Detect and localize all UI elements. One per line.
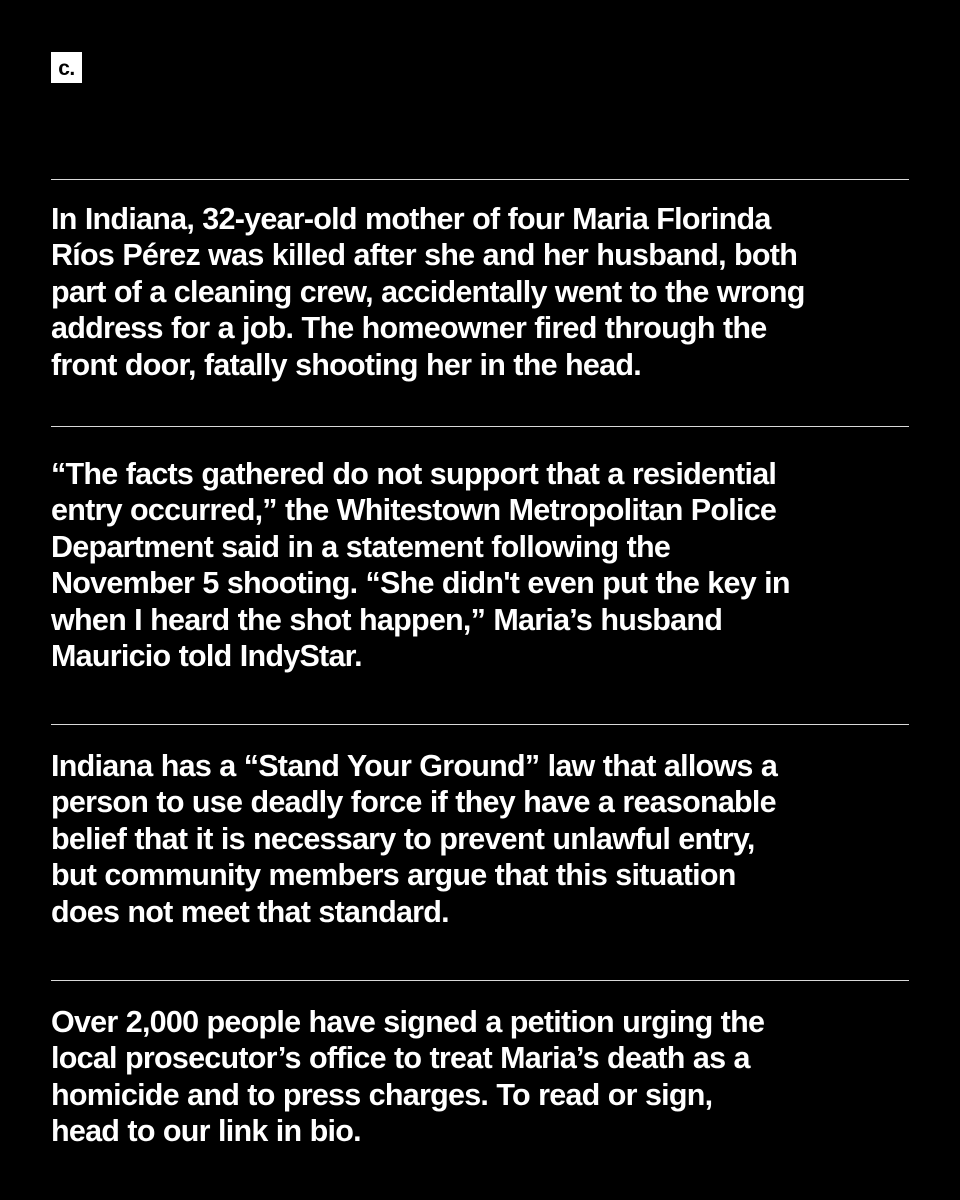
text-line: part of a cleaning crew, accidentally went to the wrong [51,274,805,309]
text-line: but community members argue that this situation [51,858,736,893]
text-line: when I heard the shot happen,” Maria’s husband [51,602,723,637]
text-line: “The facts gathered do not support that a residential [51,457,777,491]
text-line: In Indiana, 32-year-old mother of four Maria Florinda [51,202,771,236]
section-divider [51,179,909,180]
text-line: local prosecutor’s office to treat Maria’s death as a [51,1041,750,1076]
section-divider [51,724,909,725]
paragraph-petition [51,1004,921,1150]
section-divider [51,426,909,427]
text-line: Department said in a statement following the [51,529,671,564]
paragraph-police-statement [51,456,921,674]
text-line: Over 2,000 people have signed a petition urging the [51,1005,765,1039]
text-line: head to our link in bio. [51,1114,361,1149]
text-line: does not meet that standard. [51,894,449,929]
paragraph-stand-your-ground [51,748,921,930]
text-line: person to use deadly force if they have a reasonable [51,785,776,820]
brand-logo: c. [51,52,82,83]
paragraph-shooting-summary [51,201,921,383]
text-line: Mauricio told IndyStar. [51,639,362,674]
text-line: front door, fatally shooting her in the head. [51,347,641,382]
text-line: homicide and to press charges. To read or sign, [51,1077,713,1112]
text-line: Ríos Pérez was killed after she and her husband, both [51,238,798,273]
text-line: belief that it is necessary to prevent unlawful entry, [51,821,755,856]
text-line: Indiana has a “Stand Your Ground” law that allows a [51,749,778,783]
text-line: November 5 shooting. “She didn't even put the key in [51,566,790,601]
text-line: entry occurred,” the Whitestown Metropolitan Police [51,493,777,528]
text-line: address for a job. The homeowner fired through the [51,311,767,346]
section-divider [51,980,909,981]
